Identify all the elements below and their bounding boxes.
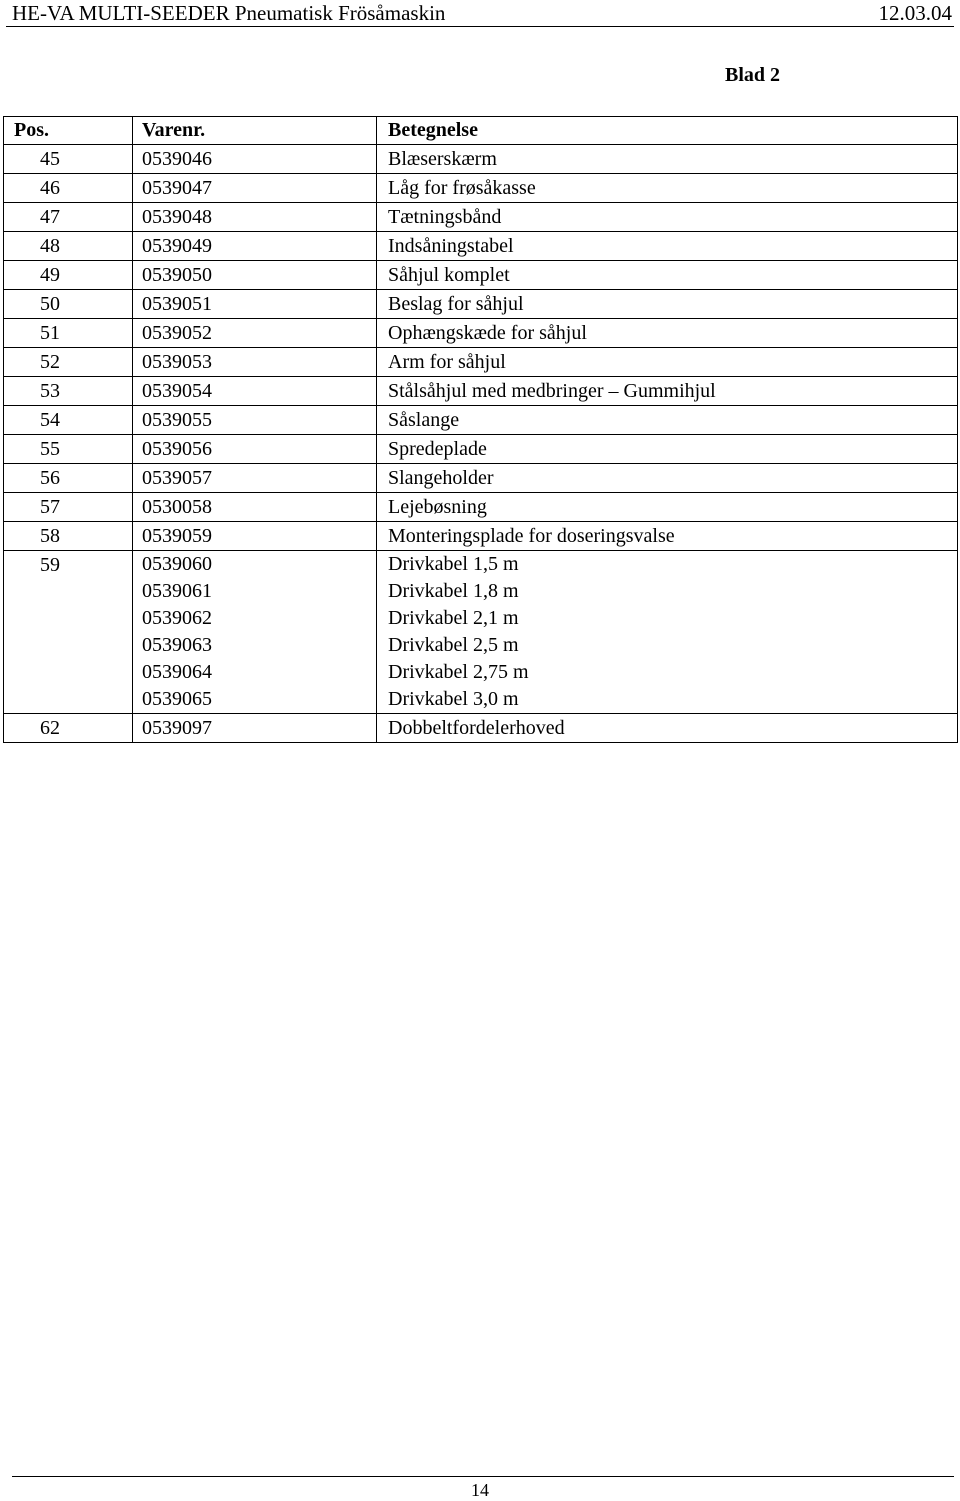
cell-varenr — [133, 174, 377, 203]
document-date: 12.03.04 — [878, 1, 952, 25]
varenr-value: 0539054 — [142, 380, 212, 402]
cell-varenr — [133, 261, 377, 290]
cell-betegnelse — [377, 551, 958, 714]
betegnelse-value: Drivkabel 2,5 m — [388, 634, 519, 656]
cell-betegnelse — [377, 435, 958, 464]
table-row — [4, 551, 958, 714]
varenr-value: 0539046 — [142, 148, 212, 170]
column-header-varenr: Varenr. — [133, 117, 377, 145]
varenr-value: 0539056 — [142, 438, 212, 460]
cell-pos: 55 — [4, 435, 133, 464]
varenr-value: 0539048 — [142, 206, 212, 228]
varenr-value: 0539063 — [142, 634, 212, 656]
betegnelse-value: Monteringsplade for doseringsvalse — [388, 525, 675, 547]
betegnelse-value: Drivkabel 2,1 m — [388, 607, 519, 629]
table-row — [4, 377, 958, 406]
betegnelse-value: Drivkabel 1,5 m — [388, 553, 519, 575]
betegnelse-value: Spredeplade — [388, 438, 487, 460]
cell-varenr — [133, 493, 377, 522]
cell-varenr — [133, 406, 377, 435]
betegnelse-value: Dobbeltfordelerhoved — [388, 717, 565, 739]
varenr-value: 0539097 — [142, 717, 212, 739]
betegnelse-value: Såhjul komplet — [388, 264, 510, 286]
cell-betegnelse — [377, 406, 958, 435]
betegnelse-value: Såslange — [388, 409, 460, 431]
cell-pos: 45 — [4, 145, 133, 174]
table-row — [4, 290, 958, 319]
cell-varenr — [133, 377, 377, 406]
cell-betegnelse — [377, 319, 958, 348]
cell-betegnelse — [377, 145, 958, 174]
cell-betegnelse — [377, 348, 958, 377]
table-row — [4, 174, 958, 203]
page-number: 14 — [471, 1480, 489, 1500]
cell-betegnelse — [377, 261, 958, 290]
varenr-value: 0539051 — [142, 293, 212, 315]
varenr-value: 0539064 — [142, 661, 212, 683]
page-header — [6, 0, 954, 27]
footer-divider — [12, 1476, 954, 1477]
betegnelse-value: Drivkabel 3,0 m — [388, 688, 519, 710]
cell-pos: 48 — [4, 232, 133, 261]
cell-varenr — [133, 145, 377, 174]
parts-table — [3, 116, 958, 743]
varenr-value: 0539055 — [142, 409, 212, 431]
cell-pos: 47 — [4, 203, 133, 232]
cell-pos: 53 — [4, 377, 133, 406]
betegnelse-value: Arm for såhjul — [388, 351, 506, 373]
table-row — [4, 348, 958, 377]
betegnelse-value: Beslag for såhjul — [388, 293, 524, 315]
varenr-value: 0539065 — [142, 688, 212, 710]
table-row — [4, 261, 958, 290]
table-header-row — [4, 117, 958, 145]
table-row — [4, 522, 958, 551]
table-row — [4, 493, 958, 522]
cell-betegnelse — [377, 174, 958, 203]
betegnelse-value: Stålsåhjul med medbringer – Gummihjul — [388, 380, 716, 402]
varenr-value: 0539060 — [142, 553, 212, 575]
cell-varenr — [133, 232, 377, 261]
cell-betegnelse — [377, 522, 958, 551]
cell-pos: 56 — [4, 464, 133, 493]
table-row — [4, 319, 958, 348]
cell-varenr — [133, 714, 377, 743]
cell-varenr — [133, 435, 377, 464]
cell-pos: 58 — [4, 522, 133, 551]
cell-varenr — [133, 203, 377, 232]
cell-betegnelse — [377, 377, 958, 406]
varenr-value: 0530058 — [142, 496, 212, 518]
varenr-value: 0539047 — [142, 177, 212, 199]
betegnelse-value: Drivkabel 2,75 m — [388, 661, 529, 683]
betegnelse-value: Ophængskæde for såhjul — [388, 322, 587, 344]
betegnelse-value: Indsåningstabel — [388, 235, 514, 257]
cell-pos: 46 — [4, 174, 133, 203]
betegnelse-value: Slangeholder — [388, 467, 494, 489]
varenr-value: 0539059 — [142, 525, 212, 547]
cell-betegnelse — [377, 232, 958, 261]
sheet-label: Blad 2 — [725, 64, 781, 86]
column-header-betegnelse: Betegnelse — [377, 117, 958, 145]
cell-pos: 51 — [4, 319, 133, 348]
table-row — [4, 203, 958, 232]
cell-pos: 54 — [4, 406, 133, 435]
cell-betegnelse — [377, 493, 958, 522]
table-row — [4, 406, 958, 435]
cell-pos: 49 — [4, 261, 133, 290]
cell-pos: 50 — [4, 290, 133, 319]
cell-pos: 52 — [4, 348, 133, 377]
varenr-value: 0539050 — [142, 264, 212, 286]
varenr-value: 0539057 — [142, 467, 212, 489]
table-row — [4, 145, 958, 174]
table-row — [4, 232, 958, 261]
table-row — [4, 464, 958, 493]
betegnelse-value: Tætningsbånd — [388, 206, 502, 228]
cell-betegnelse — [377, 714, 958, 743]
cell-betegnelse — [377, 464, 958, 493]
document-title: HE-VA MULTI-SEEDER Pneumatisk Frösåmaskin — [12, 1, 446, 25]
varenr-value: 0539053 — [142, 351, 212, 373]
column-header-pos: Pos. — [4, 117, 133, 145]
betegnelse-value: Blæserskærm — [388, 148, 497, 170]
cell-pos: 62 — [4, 714, 133, 743]
cell-betegnelse — [377, 203, 958, 232]
betegnelse-value: Lejebøsning — [388, 496, 487, 518]
cell-varenr — [133, 319, 377, 348]
cell-varenr — [133, 290, 377, 319]
table-body — [4, 145, 958, 743]
betegnelse-value: Låg for frøsåkasse — [388, 177, 536, 199]
varenr-value: 0539061 — [142, 580, 212, 602]
cell-varenr — [133, 551, 377, 714]
varenr-value: 0539049 — [142, 235, 212, 257]
cell-varenr — [133, 464, 377, 493]
betegnelse-value: Drivkabel 1,8 m — [388, 580, 519, 602]
table-row — [4, 435, 958, 464]
varenr-value: 0539062 — [142, 607, 212, 629]
cell-varenr — [133, 522, 377, 551]
cell-pos: 59 — [4, 551, 133, 714]
cell-varenr — [133, 348, 377, 377]
table-row — [4, 714, 958, 743]
cell-pos: 57 — [4, 493, 133, 522]
cell-betegnelse — [377, 290, 958, 319]
varenr-value: 0539052 — [142, 322, 212, 344]
